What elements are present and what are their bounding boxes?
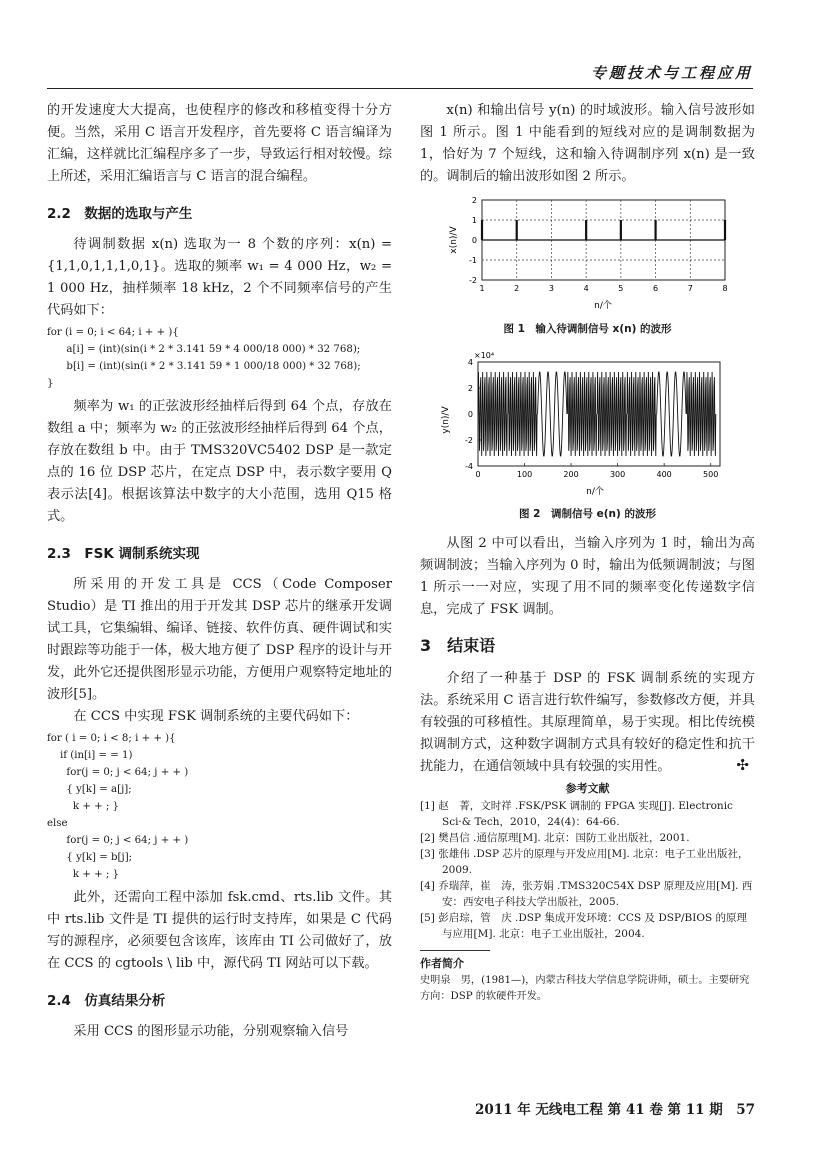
section-heading: 2.4 仿真结果分析 bbox=[47, 993, 166, 1009]
figure-1-caption: 图 1 输入待调制信号 x(n) 的波形 bbox=[503, 323, 672, 335]
right-column bbox=[420, 100, 755, 1005]
fig2-xlabel: n/个 bbox=[586, 487, 604, 497]
fig1-xtick-label: 2 bbox=[514, 284, 520, 293]
reference-item: [3] 张雄伟 .DSP 芯片的原理与开发应用[M]. 北京：电子工业出版社，2009. bbox=[420, 848, 749, 876]
fig2-ytick-label: -2 bbox=[465, 436, 473, 445]
figure-1-plot bbox=[420, 188, 755, 313]
reference-item: [1] 赵 菁，文时祥 .FSK/PSK 调制的 FPGA 实现[J]. Electronic Sci·& Tech，2010，24(4)：64-66. bbox=[420, 800, 733, 828]
fig2-multiplier: ×10⁴ bbox=[474, 351, 495, 360]
fig1-xtick-label: 4 bbox=[583, 284, 589, 293]
fig1-ytick-label: 2 bbox=[471, 196, 477, 205]
fig1-xtick-label: 5 bbox=[618, 284, 624, 293]
fig2-signal-segment bbox=[508, 372, 537, 456]
paragraph: x(n) 和输出信号 y(n) 的时域波形。输入信号波形如图 1 所示。图 1 中能看到的短线对应的是调制数据为 1，恰好为 7 个短线，这和输入待调制序列 x(n) 是一致的。调制后的输出波形如图 2 所示。 bbox=[420, 103, 755, 184]
fig1-xtick-label: 3 bbox=[548, 284, 554, 293]
reference-item: [2] 樊昌信 .通信原理[M]. 北京：国防工业出版社，2001. bbox=[420, 832, 690, 844]
paragraph: 介绍了一种基于 DSP 的 FSK 调制系统的实现方法。系统采用 C 语言进行软件编写，参数修改方便，并具有较强的可移植性。其原理简单，易于实现。相比传统模拟调制方式，这种数字调制方式具有较好的稳定性和抗干扰能力，在通信领域中具有较强的实用性。 bbox=[420, 671, 755, 774]
fig1-ytick-label: -2 bbox=[469, 276, 477, 285]
fig1-ytick-label: -1 bbox=[469, 256, 477, 265]
fig1-ylabel: x(n)/V bbox=[449, 226, 459, 254]
fig2-xtick-label: 300 bbox=[609, 470, 626, 479]
paragraph: 此外，还需向工程中添加 fsk.cmd、rts.lib 文件。其中 rts.lib 文件是 TI 提供的运行时支持库，如果是 C 代码写的源程序，必须要包含该库，该库由 TI 公司做好了，放在 CCS 的 cgtools \ lib 中，源代码 TI 网站可以下载。 bbox=[47, 890, 392, 971]
fig1-xtick-label: 7 bbox=[687, 284, 693, 293]
fig2-ytick-label: 2 bbox=[467, 384, 473, 393]
references-title: 参考文献 bbox=[565, 782, 610, 795]
fig2-xtick-label: 100 bbox=[516, 470, 533, 479]
section-heading: 2.3 FSK 调制系统实现 bbox=[47, 546, 200, 562]
code-block: for (i = 0; i < 64; i + + ){ a[i] = (int)(sin(i * 2 * 3.141 59 * 4 000/18 000) * 32 768); b[i] = (int)(sin(i * 2 * 3.141 59 * 1 000/18 000) * 32 768); } bbox=[47, 327, 361, 389]
code-block: for ( i = 0; i < 8; i + + ){ if (in[i] = = 1) for(j = 0; j < 64; j + + ) { y[k] = a[j]; k + + ; } else for(j = 0; j < 64; j + + ) { y[k] = b[j]; k + + ; } bbox=[47, 733, 189, 880]
paragraph: 从图 2 中可以看出，当输入序列为 1 时，输出为高频调制波；当输入序列为 0 时，输出为低频调制波；与图 1 所示一一对应，实现了用不同的频率变化传递数字信息，完成了 FSK 调制。 bbox=[420, 536, 755, 617]
fig2-ytick-label: 4 bbox=[467, 358, 473, 367]
paragraph: 在 CCS 中实现 FSK 调制系统的主要代码如下： bbox=[73, 709, 359, 724]
paragraph: 待调制数据 x(n) 选取为一 8 个数的序列：x(n) = {1,1,0,1,1,1,0,1}。选取的频率 w₁ = 4 000 Hz，w₂ = 1 000 Hz，抽样频率 18 kHz，2 个不同频率信号的产生代码如下： bbox=[47, 237, 392, 318]
fig1-xtick-label: 6 bbox=[653, 284, 659, 293]
fig2-ytick-label: 0 bbox=[467, 410, 473, 419]
fig1-xtick-label: 8 bbox=[722, 284, 728, 293]
paragraph: 的开发速度大大提高，也使程序的修改和移植变得十分方便。当然，采用 C 语言开发程序，首先要将 C 语言编译为汇编，这样就比汇编程序多了一步，导致运行相对较慢。综上所述，采用汇编语言与 C 语言的混合编程。 bbox=[47, 103, 392, 184]
fig2-xtick-label: 0 bbox=[475, 470, 481, 479]
left-column bbox=[47, 100, 392, 1043]
fig2-ytick-label: -4 bbox=[465, 462, 473, 471]
fig2-signal-segment bbox=[478, 372, 507, 456]
section-heading: 2.2 数据的选取与产生 bbox=[47, 206, 193, 222]
end-mark-icon: ✣ bbox=[736, 756, 749, 774]
author-bio-title: 作者简介 bbox=[420, 950, 490, 971]
fig2-xtick-label: 200 bbox=[563, 470, 579, 479]
figure-2-plot bbox=[420, 348, 755, 498]
fig2-signal-segment bbox=[597, 372, 626, 456]
fig2-signal-segment bbox=[657, 372, 686, 456]
header-rule bbox=[47, 88, 753, 89]
page-footer: 2011 年 无线电工程 第 41 卷 第 11 期 57 bbox=[474, 1102, 755, 1118]
reference-item: [5] 彭启琮，管 庆 .DSP 集成开发环境：CCS 及 DSP/BIOS 的原理与应用[M]. 北京：电子工业出版社，2004. bbox=[420, 912, 748, 940]
fig2-signal-segment bbox=[567, 372, 596, 456]
fig1-ytick-label: 0 bbox=[471, 236, 477, 245]
fig2-signal-segment bbox=[627, 372, 656, 456]
running-header: 专题技术与工程应用 bbox=[590, 64, 753, 82]
figure-2-caption: 图 2 调制信号 e(n) 的波形 bbox=[519, 508, 656, 520]
figure-1 bbox=[420, 188, 755, 336]
figure-2 bbox=[420, 348, 755, 521]
reference-item: [4] 乔瑞萍，崔 涛，张芳娟 .TMS320C54X DSP 原理及应用[M]. 西安：西安电子科技大学出版社，2005. bbox=[420, 880, 753, 908]
paragraph: 采用 CCS 的图形显示功能，分别观察输入信号 bbox=[73, 1024, 349, 1039]
fig2-xtick-label: 500 bbox=[703, 470, 719, 479]
author-bio: 史明泉 男，(1981—)，内蒙古科技大学信息学院讲师，硕士。主要研究方向：DSP 的软硬件开发。 bbox=[420, 975, 750, 1002]
fig2-xtick-label: 400 bbox=[656, 470, 672, 479]
fig2-signal-segment bbox=[538, 372, 567, 456]
section-heading: 3 结束语 bbox=[420, 636, 496, 655]
fig2-signal-segment bbox=[686, 372, 715, 456]
fig2-ylabel: y(n)/V bbox=[441, 406, 451, 434]
fig1-xtick-label: 1 bbox=[479, 284, 485, 293]
fig1-ytick-label: 1 bbox=[471, 216, 477, 225]
paragraph: 频率为 w₁ 的正弦波形经抽样后得到 64 个点，存放在数组 a 中；频率为 w₂ 的正弦波形经抽样后得到 64 个点，存放在数组 b 中。由于 TMS320VC5402 DSP 是一款定点的 16 位 DSP 芯片，在定点 DSP 中，表示数字要用 Q 表示法[4]。根据该算法中数字的大小范围，选用 Q15 格式。 bbox=[47, 399, 392, 524]
paragraph: 所采用的开发工具是 CCS（Code Composer Studio）是 TI 推出的用于开发其 DSP 芯片的继承开发调试工具，它集编辑、编译、链接、软件仿真、硬件调试和实时跟踪等功能于一体，极大地方便了 DSP 程序的设计与开发，此外它还提供图形显示功能，方便用户观察特定地址的波形[5]。 bbox=[47, 577, 392, 702]
fig1-xlabel: n/个 bbox=[594, 301, 612, 311]
